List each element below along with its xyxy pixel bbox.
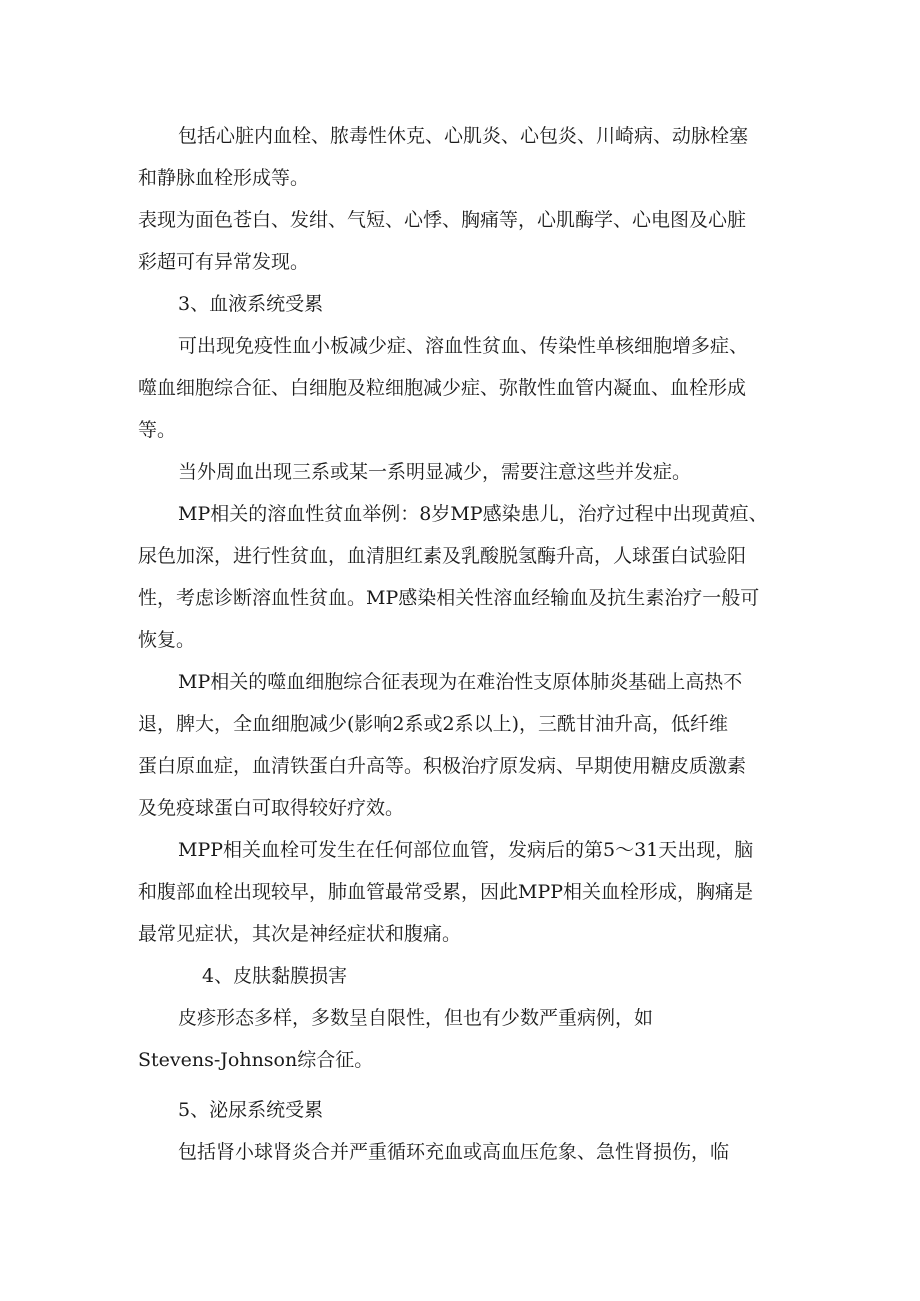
paragraph-line: 和静脉血栓形成等。 bbox=[138, 167, 310, 189]
paragraph-line: 蛋白原血症，血清铁蛋白升高等。积极治疗原发病、早期使用糖皮质激素 bbox=[138, 755, 747, 777]
paragraph-line: 最常见症状，其次是神经症状和腹痛。 bbox=[138, 923, 462, 945]
section-heading: 5、泌尿系统受累 bbox=[178, 1099, 324, 1121]
paragraph-line: 及免疫球蛋白可取得较好疗效。 bbox=[138, 797, 405, 819]
paragraph-line: 尿色加深，进行性贫血，血清胆红素及乳酸脱氢酶升高，人球蛋白试验阳 bbox=[138, 545, 747, 567]
paragraph-line: 可出现免疫性血小板减少症、溶血性贫血、传染性单核细胞增多症、 bbox=[178, 335, 749, 357]
paragraph-line: 皮疹形态多样，多数呈自限性，但也有少数严重病例，如 bbox=[178, 1007, 654, 1029]
paragraph-line: 等。 bbox=[138, 419, 177, 441]
paragraph-line: 和腹部血栓出现较早，肺血管最常受累，因此MPP相关血栓形成，胸痛是 bbox=[138, 881, 754, 903]
paragraph-line: 包括肾小球肾炎合并严重循环充血或高血压危象、急性肾损伤，临 bbox=[178, 1141, 730, 1163]
paragraph-line: 表现为面色苍白、发绀、气短、心悸、胸痛等，心肌酶学、心电图及心脏 bbox=[138, 209, 747, 231]
paragraph-line: Stevens-Johnson综合征。 bbox=[138, 1049, 374, 1071]
paragraph-line: 包括心脏内血栓、脓毒性休克、心肌炎、心包炎、川崎病、动脉栓塞 bbox=[178, 125, 749, 147]
paragraph-line: 彩超可有异常发现。 bbox=[138, 251, 310, 273]
paragraph-line: 退，脾大，全血细胞减少(影响2系或2系以上)，三酰甘油升高，低纤维 bbox=[138, 713, 729, 735]
paragraph-line: MPP相关血栓可发生在任何部位血管，发病后的第5～31天出现，脑 bbox=[178, 839, 754, 861]
paragraph-line: 性，考虑诊断溶血性贫血。MP感染相关性溶血经输血及抗生素治疗一般可 bbox=[138, 587, 760, 609]
paragraph-line: MP相关的溶血性贫血举例：8岁MP感染患儿，治疗过程中出现黄疸、 bbox=[178, 503, 768, 525]
paragraph-line: 噬血细胞综合征、白细胞及粒细胞减少症、弥散性血管内凝血、血栓形成 bbox=[138, 377, 747, 399]
paragraph-line: 当外周血出现三系或某一系明显减少，需要注意这些并发症。 bbox=[178, 461, 692, 483]
section-heading: 3、血液系统受累 bbox=[178, 293, 324, 315]
paragraph-line: MP相关的噬血细胞综合征表现为在难治性支原体肺炎基础上高热不 bbox=[178, 671, 743, 693]
paragraph-line: 恢复。 bbox=[138, 629, 196, 651]
section-heading: 4、皮肤黏膜损害 bbox=[202, 965, 348, 987]
